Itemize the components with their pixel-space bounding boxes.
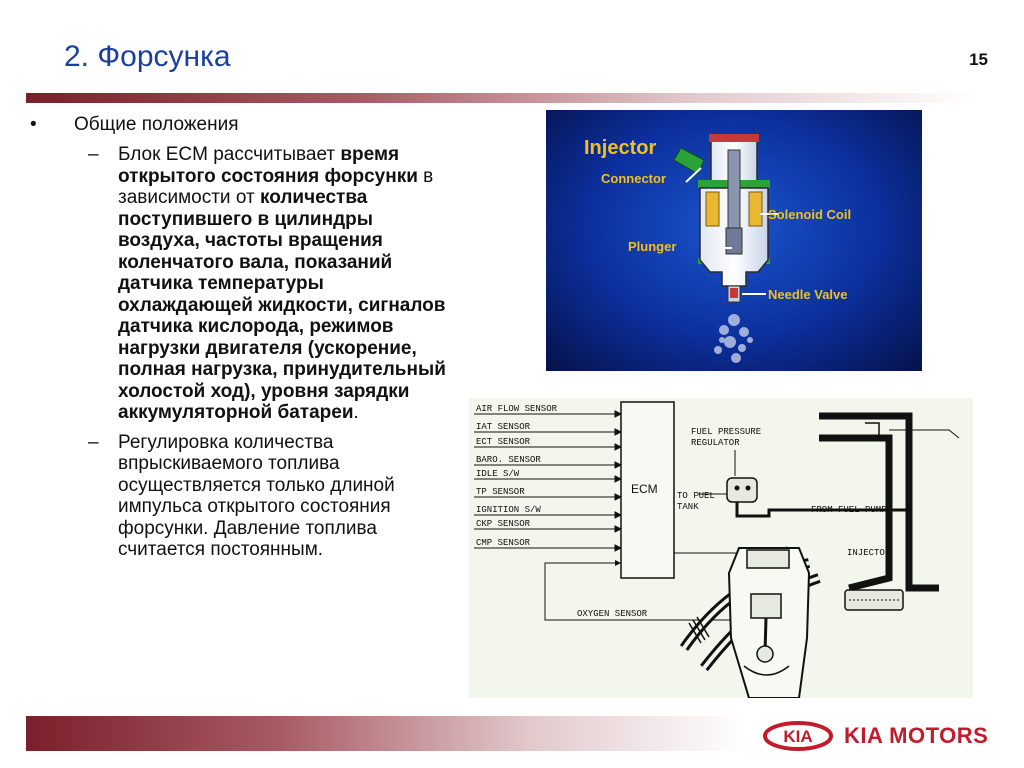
footer-bar bbox=[26, 716, 746, 751]
kia-oval-logo-icon bbox=[762, 720, 834, 752]
sub-dash: – bbox=[88, 431, 99, 453]
sub-text-regulation: Регулировка количества впрыскиваемого топлива осуществляется только длиной импульса открытого состояния форсунки. Давление топлива считается постоянным. bbox=[118, 431, 395, 560]
sensor-label: AIR FLOW SENSOR bbox=[476, 404, 558, 414]
regulator-label-line1: FUEL PRESSURE bbox=[691, 427, 762, 437]
header-divider-bar bbox=[26, 93, 976, 103]
sensor-label: CMP SENSOR bbox=[476, 538, 531, 548]
sensor-label: IAT SENSOR bbox=[476, 422, 531, 432]
bullet-marker: • bbox=[30, 114, 37, 135]
label-plunger: Plunger bbox=[628, 239, 677, 254]
text-plain: . bbox=[353, 402, 359, 423]
to-fuel-tank-line1: TO FUEL bbox=[677, 491, 715, 501]
sub-item-ecm bbox=[88, 144, 460, 424]
bullet-item bbox=[30, 114, 460, 136]
logo-kia-text: KIA bbox=[783, 727, 813, 746]
to-fuel-tank-line2: TANK bbox=[677, 502, 699, 512]
label-needle-valve: Needle Valve bbox=[768, 287, 848, 302]
slide-title: 2. Форсунка bbox=[64, 40, 231, 73]
text-plain: Блок ECM рассчитывает bbox=[118, 144, 341, 165]
text-bold: время открытого состояния форсунки bbox=[118, 144, 418, 187]
label-solenoid-coil: Solenoid Coil bbox=[768, 207, 852, 222]
sensor-label: BARO. SENSOR bbox=[476, 455, 541, 465]
text-column bbox=[30, 114, 460, 561]
sensor-label: CKP SENSOR bbox=[476, 519, 531, 529]
sensor-label: IGNITION S/W bbox=[476, 505, 541, 515]
injector-image bbox=[546, 110, 922, 371]
text-bold: количества поступившего в цилиндры воздуха, частоты вращения коленчатого вала, показаний датчика температуры охлаждающей жидкости, сигналов датчика кислорода, режимов нагрузки двигателя (ускорение, полная нагрузка, принудительный холостой ход), уровня зарядки аккумуляторной батареи bbox=[118, 187, 446, 423]
fuel-spray bbox=[714, 314, 753, 363]
injector-label: INJECTOR bbox=[847, 548, 891, 558]
from-fuel-pump-label: FROM FUEL PUMP bbox=[811, 505, 887, 515]
kia-motors-logo bbox=[762, 720, 988, 752]
sensor-label: ECT SENSOR bbox=[476, 437, 531, 447]
ecm-label: ECM bbox=[631, 482, 658, 496]
injector-title: Injector bbox=[584, 137, 657, 159]
label-connector: Connector bbox=[601, 171, 666, 186]
fuel-system-diagram bbox=[469, 398, 973, 698]
oxygen-sensor-label: OXYGEN SENSOR bbox=[577, 609, 648, 619]
sensor-label: TP SENSOR bbox=[476, 487, 525, 497]
text-plain: в зависимости от bbox=[118, 165, 434, 208]
fuel-system-schematic bbox=[469, 398, 973, 698]
page-number: 15 bbox=[969, 50, 988, 69]
sub-item-regulation bbox=[88, 432, 460, 561]
sub-dash: – bbox=[88, 144, 99, 165]
bullet-text: Общие положения bbox=[74, 114, 239, 135]
regulator-label-line2: REGULATOR bbox=[691, 438, 740, 448]
injector-illustration bbox=[546, 110, 922, 371]
brand-name: KIA MOTORS bbox=[844, 723, 989, 748]
sensor-label: IDLE S/W bbox=[476, 469, 520, 479]
sub-text-ecm bbox=[118, 144, 448, 424]
